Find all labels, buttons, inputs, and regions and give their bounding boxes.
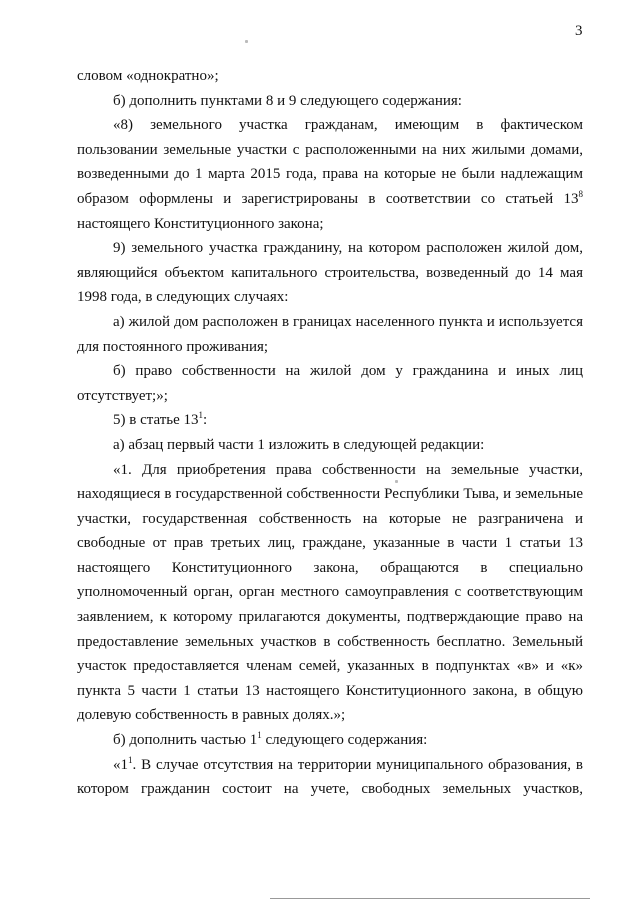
text-line: уполномоченный орган, орган местного самоуправления с соответствующим xyxy=(77,584,583,601)
text-line xyxy=(77,728,583,753)
text-line: заявлением, к которому прилагаются документы, подтверждающие право на xyxy=(77,609,583,626)
superscript: 1 xyxy=(257,730,262,741)
text-line: настоящего Конституционного закона; xyxy=(77,215,324,232)
text-line: а) жилой дом расположен в границах населенного пункта и используется xyxy=(113,313,583,330)
text-line: свободные от прав третьих лиц, граждане, указанные в части 1 статьи 13 xyxy=(77,535,583,552)
text-line: б) право собственности на жилой дом у гражданина и иных лиц xyxy=(113,363,583,380)
text-line xyxy=(77,408,583,433)
text-line: для постоянного проживания; xyxy=(77,338,269,355)
text-line: настоящего Конституционного закона, обращаются в специально xyxy=(77,559,583,576)
text-span: . В случае отсутствия на территории муниципального образования, в xyxy=(132,756,583,773)
text-line: являющийся объектом капитального строительства, возведенный до 14 мая xyxy=(77,264,583,281)
scan-edge-line xyxy=(270,898,590,899)
text-line: котором гражданин состоит на учете, свободных земельных участков, xyxy=(77,781,583,798)
text-span: образом оформлены и зарегистрированы в соответствии со статьей 13 xyxy=(77,190,579,207)
text-line: находящиеся в государственной собственности Республики Тыва, и земельные xyxy=(77,486,583,503)
text-line: 1998 года, в следующих случаях: xyxy=(77,289,289,306)
text-span: «1 xyxy=(113,756,128,773)
text-line: участок предоставляется членам семей, указанных в подпунктах «в» и «к» xyxy=(77,658,583,675)
text-line: долевую собственность в равных долях.»; xyxy=(77,707,346,724)
text-line xyxy=(77,187,583,212)
superscript: 8 xyxy=(578,188,583,199)
text-span: : xyxy=(203,412,208,429)
text-line: словом «однократно»; xyxy=(77,68,219,84)
text-line: пользовании земельные участки с расположенными на них жилыми домами, xyxy=(77,141,583,158)
text-span: 5) в статье 13 xyxy=(113,412,199,429)
scan-speck xyxy=(245,40,248,43)
text-line: предоставление земельных участков в собственность бесплатно. Земельный xyxy=(77,633,583,650)
text-line: отсутствует;»; xyxy=(77,387,168,404)
page-number: 3 xyxy=(575,23,583,39)
text-line: возведенными до 1 марта 2015 года, права на которые не были надлежащим xyxy=(77,166,583,183)
scan-speck xyxy=(395,480,398,483)
text-line: б) дополнить пунктами 8 и 9 следующего содержания: xyxy=(113,92,462,109)
text-span: следующего содержания: xyxy=(261,732,428,749)
superscript: 1 xyxy=(198,410,204,421)
text-line: «1. Для приобретения права собственности на земельные участки, xyxy=(113,461,583,478)
text-line: «8) земельного участка гражданам, имеющим в фактическом xyxy=(113,117,583,134)
text-span: б) дополнить частью 1 xyxy=(113,732,258,749)
text-line xyxy=(77,753,583,778)
text-line: участки, государственная собственность на которые не разграничена и xyxy=(77,510,583,527)
document-body xyxy=(77,64,583,802)
text-line: пункта 5 части 1 статьи 13 настоящего Конституционного закона, в общую xyxy=(77,682,583,699)
superscript: 1 xyxy=(128,754,133,765)
text-line: а) абзац первый части 1 изложить в следующей редакции: xyxy=(113,436,485,453)
text-line: 9) земельного участка гражданину, на котором расположен жилой дом, xyxy=(113,240,583,257)
